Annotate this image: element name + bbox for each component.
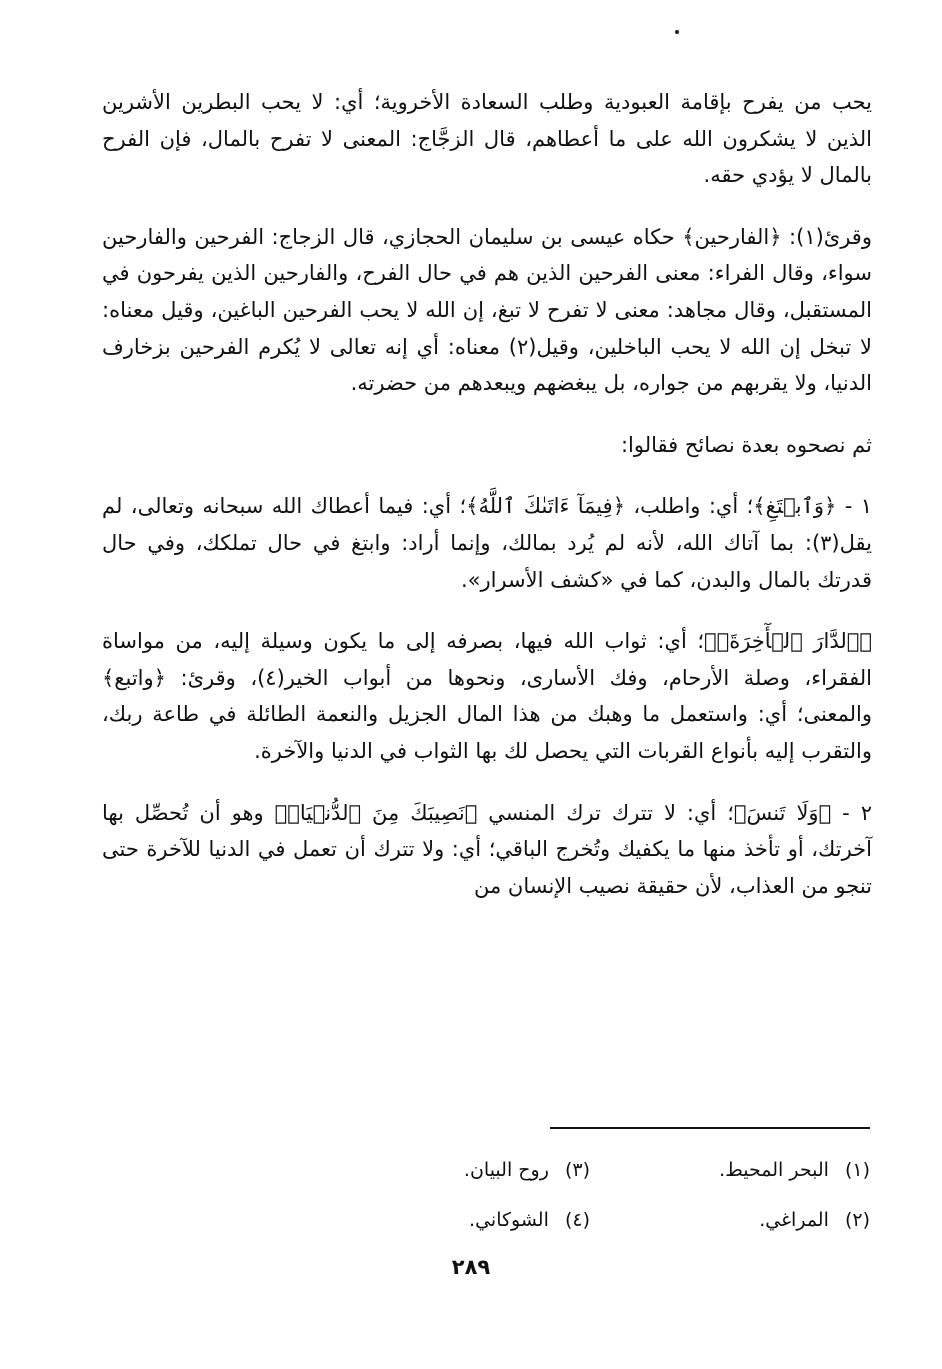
footnote-text: روح البيان. bbox=[463, 1159, 549, 1181]
paragraph-1: يحب من يفرح بإقامة العبودية وطلب السعادة الأخروية؛ أي: لا يحب البطرين الأشرين الذين لا يشكرون الله على ما أعطاهم، قال الزجَّاج: المعنى لا تفرح بالمال، فإن الفرح بالمال لا يؤدي حقه. bbox=[102, 90, 872, 188]
speck-mark bbox=[675, 30, 679, 34]
footnote-text: البحر المحيط. bbox=[719, 1159, 829, 1181]
paragraph-5: ﴿ٱلدَّارَ ٱلۡأٓخِرَةَۖ﴾؛ أي: ثواب الله فيها، بصرفه إلى ما يكون وسيلة إليه، من مواساة الفقراء، وصلة الأرحام، وفك الأسارى، ونحوها من أبواب الخير(٤)، وقرئ: ﴿واتبع﴾ والمعنى؛ أي: واستعمل ما وهبك من هذا المال الجزيل والنعمة الطائلة في طاعة ربك، والتقرب إليه بأنواع القربات التي يحصل لك بها الثواب في الدنيا والآخرة. bbox=[102, 629, 872, 763]
footnote-4 bbox=[310, 1209, 590, 1231]
footnote-text: المراغي. bbox=[759, 1209, 829, 1231]
footnote-number: (١) bbox=[844, 1159, 870, 1181]
footnotes bbox=[310, 1145, 870, 1245]
footnote-number: (٤) bbox=[564, 1209, 590, 1231]
page-number: ٢٨٩ bbox=[451, 1255, 491, 1279]
footnote-3 bbox=[310, 1159, 590, 1181]
footnote-row bbox=[310, 1145, 870, 1195]
footnote-number: (٣) bbox=[564, 1159, 590, 1181]
footnote-divider bbox=[550, 1127, 870, 1129]
paragraph-2: وقرئ(١): ﴿الفارحين﴾ حكاه عيسى بن سليمان الحجازي، قال الزجاج: الفرحين والفارحين سواء، وقال الفراء: معنى الفرحين الذين هم في حال الفرح، والفارحين الذين يفرحون في المستقبل، وقال مجاهد: معنى لا تفرح لا تبغ، إن الله لا يحب الفرحين الباغين، وقيل معناه: لا تبخل إن الله لا يحب الباخلين، وقيل(٢) معناه: أي إنه تعالى لا يُكرم الفرحين بزخارف الدنيا، ولا يقربهم من جواره، بل يبغضهم ويبعدهم من حضرته. bbox=[102, 224, 872, 396]
footnote-row bbox=[310, 1195, 870, 1245]
footnote-2 bbox=[590, 1209, 870, 1231]
main-text bbox=[102, 84, 872, 929]
paragraph-4: ١ - ﴿وَٱبۡتَغِ﴾؛ أي: واطلب، ﴿فِيمَآ ءَاتَىٰكَ ٱللَّهُ﴾؛ أي: فيما أعطاك الله سبحانه وتعالى، لم يقل(٣): بما آتاك الله، لأنه لم يُرد بمالك، وإنما أراد: وابتغ في حال تملكك، وفي حال قدرتك بالمال والبدن، كما في «كشف الأسرار». bbox=[102, 494, 872, 592]
footnote-1 bbox=[590, 1159, 870, 1181]
paragraph-6: ٢ - ﴿وَلَا تَنسَ﴾؛ أي: لا تترك ترك المنسي ﴿نَصِيبَكَ مِنَ ٱلدُّنۡيَاۖ﴾ وهو أن تُحصِّل بها آخرتك، أو تأخذ منها ما يكفيك وتُخرج الباقي؛ أي: ولا تترك أن تعمل في الدنيا للآخرة حتى تنجو من العذاب، لأن حقيقة نصيب الإنسان من bbox=[102, 800, 872, 898]
footnote-text: الشوكاني. bbox=[469, 1209, 549, 1231]
footnote-number: (٢) bbox=[844, 1209, 870, 1231]
paragraph-3: ثم نصحوه بعدة نصائح فقالوا: bbox=[620, 432, 872, 457]
